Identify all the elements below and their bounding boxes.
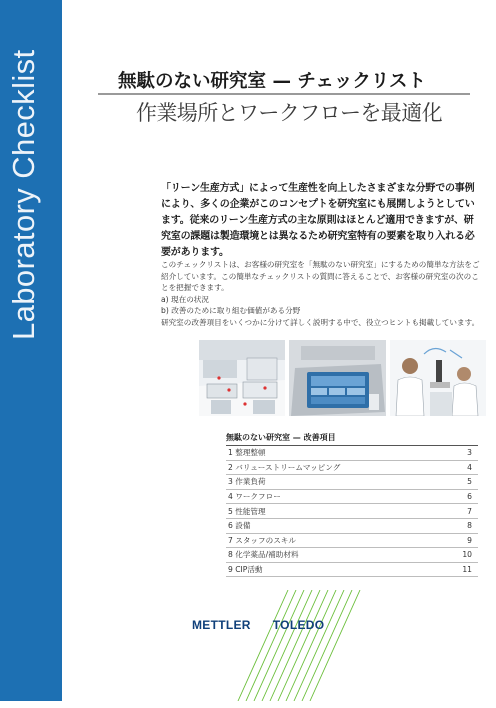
- toc-row: [226, 475, 478, 490]
- toc-label: 6 設備: [228, 521, 251, 531]
- toc-label: 3 作業負荷: [228, 477, 266, 487]
- page-subtitle: 作業場所とワークフローを最適化: [136, 101, 442, 125]
- page-title: 無駄のない研究室 — チェックリスト: [118, 71, 426, 92]
- toc-row: [226, 548, 478, 563]
- balance-display-image: [289, 340, 386, 416]
- toc-row: [226, 461, 478, 476]
- lab-workers-image: [390, 340, 486, 416]
- toc-page: 6: [467, 492, 472, 502]
- toc-page: 9: [467, 535, 472, 545]
- toc-row: [226, 519, 478, 534]
- toc-page: 10: [462, 550, 472, 560]
- intro-paragraph: 「リーン生産方式」によって生産性を向上したさまざまな分野での事例により、多くの企業がこのコンセプトを研究室にも展開しようとしています。従来のリーン生産方式の主な原則はほとんど適用できますが、研究室の課題は製造環境とは異なるため研究室特有の要素を取り入れる必要があります。: [161, 183, 475, 258]
- logo-lines-graphic: [168, 590, 378, 701]
- toc-title: 無駄のない研究室 — 改善項目: [226, 433, 336, 442]
- sidebar-band: [0, 0, 62, 701]
- body-text: [161, 259, 481, 329]
- toc-label: 8 化学薬品/補助材料: [228, 550, 299, 560]
- toc-page: 3: [467, 448, 472, 458]
- toc-row: [226, 446, 478, 461]
- toc-label: 9 CIP活動: [228, 565, 263, 575]
- toc-label: 5 性能管理: [228, 506, 266, 516]
- toc-row: [226, 490, 478, 505]
- logo-wordmark: [192, 618, 324, 632]
- body-item-b: b) 改善のために取り組む価値がある分野: [161, 306, 301, 316]
- photo-strip: [199, 340, 486, 416]
- toc-row: [226, 563, 478, 578]
- toc-table: [226, 445, 478, 577]
- sidebar-title: Laboratory Checklist: [6, 49, 41, 340]
- mettler-toledo-logo: [168, 590, 378, 708]
- toc-row: [226, 504, 478, 519]
- toc-page: 8: [467, 521, 472, 531]
- toc-label: 2 バリューストリームマッピング: [228, 462, 341, 472]
- toc-label: 4 ワークフロー: [228, 492, 281, 502]
- lab-room-image: [199, 340, 285, 416]
- toc-page: 11: [462, 565, 472, 575]
- toc-row: [226, 534, 478, 549]
- title-divider: [98, 93, 470, 95]
- toc-label: 1 整理整頓: [228, 448, 266, 458]
- toc-page: 4: [467, 462, 472, 472]
- body-paragraph-2: 研究室の改善項目をいくつかに分けて詳しく説明する中で、役立つヒントも掲載しています。: [161, 317, 480, 327]
- toc-page: 7: [467, 506, 472, 516]
- toc-label: 7 スタッフのスキル: [228, 535, 296, 545]
- toc-page: 5: [467, 477, 472, 487]
- logo-right: TOLEDO: [272, 618, 325, 632]
- body-paragraph-1: このチェックリストは、お客様の研究室を「無駄のない研究室」にするための簡単な方法をご紹介しています。この簡単なチェックリストの質問に答えることで、お客様の研究室の次のことを把握できます。: [161, 260, 480, 293]
- body-item-a: a) 現在の状況: [161, 294, 209, 304]
- logo-left: METTLER: [192, 618, 251, 632]
